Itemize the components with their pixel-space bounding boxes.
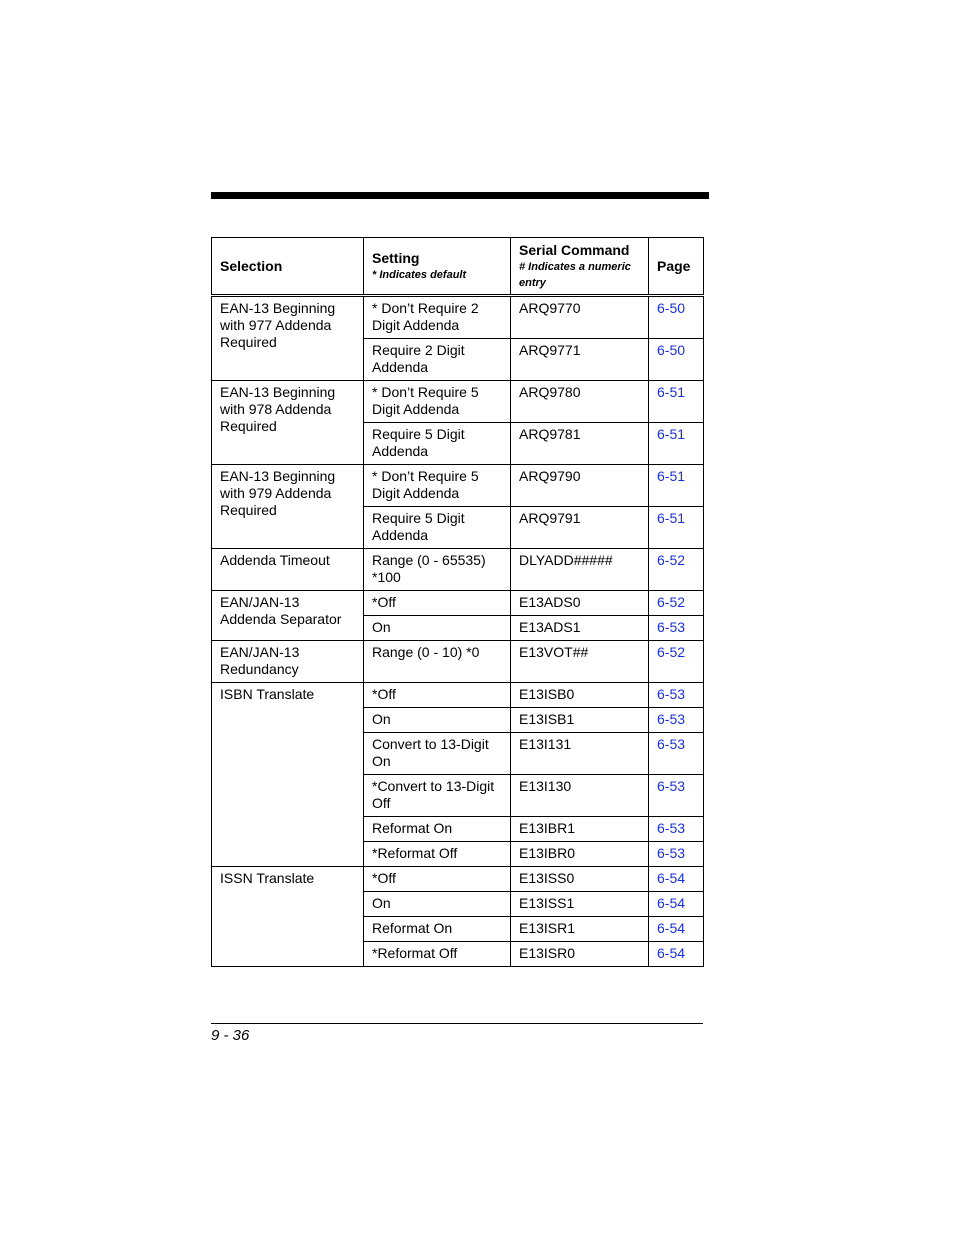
page-cell [649,465,704,507]
page-cell [649,423,704,465]
serial-command-table [211,237,704,967]
serial-command-cell: E13I131 [511,733,649,775]
page-cell [649,591,704,616]
serial-command-cell: E13ISS1 [511,892,649,917]
serial-command-cell: ARQ9790 [511,465,649,507]
setting-cell: On [364,616,511,641]
page-cell [649,616,704,641]
setting-cell: *Off [364,867,511,892]
setting-cell: *Convert to 13-Digit Off [364,775,511,817]
setting-cell: Reformat On [364,917,511,942]
page-link[interactable]: 6-54 [657,920,686,936]
serial-command-cell: E13ISS0 [511,867,649,892]
header-setting [364,238,511,296]
serial-command-cell: E13ISB0 [511,683,649,708]
page-link[interactable]: 6-50 [657,300,686,316]
page-link[interactable]: 6-51 [657,384,686,400]
page-cell [649,775,704,817]
table-row [212,683,704,708]
serial-command-cell: ARQ9781 [511,423,649,465]
table-body [212,296,704,967]
page-cell [649,641,704,683]
page-link[interactable]: 6-50 [657,342,686,358]
serial-command-cell: E13ISR1 [511,917,649,942]
serial-command-cell: ARQ9771 [511,339,649,381]
page-cell [649,842,704,867]
page-link[interactable]: 6-52 [657,594,686,610]
selection-cell: Addenda Timeout [212,549,364,591]
table-row [212,641,704,683]
page-link[interactable]: 6-54 [657,945,686,961]
page-cell [649,549,704,591]
setting-cell: Reformat On [364,817,511,842]
page-cell [649,708,704,733]
selection-cell: ISSN Translate [212,867,364,967]
page-link[interactable]: 6-51 [657,510,686,526]
page-cell [649,892,704,917]
serial-command-cell: E13IBR0 [511,842,649,867]
page-link[interactable]: 6-53 [657,778,686,794]
page-link[interactable]: 6-53 [657,619,686,635]
header-serial-command [511,238,649,296]
setting-cell: * Don’t Require 2 Digit Addenda [364,296,511,339]
page-cell [649,683,704,708]
page-link[interactable]: 6-51 [657,468,686,484]
setting-cell: Range (0 - 65535) *100 [364,549,511,591]
selection-cell: EAN/JAN-13 Addenda Separator [212,591,364,641]
setting-cell: *Off [364,591,511,616]
setting-cell: On [364,708,511,733]
page-link[interactable]: 6-51 [657,426,686,442]
page-cell [649,733,704,775]
serial-command-cell: ARQ9780 [511,381,649,423]
header-serial-note: # Indicates a numeric entry [519,260,631,289]
table-row [212,296,704,339]
page-link[interactable]: 6-53 [657,711,686,727]
selection-cell: EAN-13 Beginning with 978 Addenda Required [212,381,364,465]
page-cell [649,339,704,381]
header-setting-note: * Indicates default [372,268,467,281]
top-rule [211,192,709,199]
serial-command-cell: E13ISB1 [511,708,649,733]
setting-cell: Require 5 Digit Addenda [364,507,511,549]
footer-rule [211,1023,703,1024]
page-cell [649,942,704,967]
serial-command-cell: E13ADS0 [511,591,649,616]
page-link[interactable]: 6-52 [657,552,686,568]
page-link[interactable]: 6-53 [657,736,686,752]
page-link[interactable]: 6-52 [657,644,686,660]
selection-cell: EAN/JAN-13 Redundancy [212,641,364,683]
setting-cell: *Off [364,683,511,708]
setting-cell: On [364,892,511,917]
setting-cell: Convert to 13-Digit On [364,733,511,775]
page-link[interactable]: 6-53 [657,820,686,836]
selection-cell: EAN-13 Beginning with 977 Addenda Required [212,296,364,381]
serial-command-cell: ARQ9770 [511,296,649,339]
page-cell [649,817,704,842]
table-row [212,549,704,591]
table-row [212,465,704,507]
serial-command-cell: E13ADS1 [511,616,649,641]
header-setting-label: Setting [372,249,420,266]
page-number: 9 - 36 [211,1027,250,1044]
page-link[interactable]: 6-54 [657,895,686,911]
page-link[interactable]: 6-54 [657,870,686,886]
page-cell [649,867,704,892]
header-serial-label: Serial Command [519,241,630,258]
page-cell [649,917,704,942]
header-selection: Selection [212,238,364,296]
serial-command-cell: E13VOT## [511,641,649,683]
page-cell [649,507,704,549]
page-cell [649,381,704,423]
page-cell [649,296,704,339]
header-page: Page [649,238,704,296]
table-row [212,381,704,423]
setting-cell: *Reformat Off [364,842,511,867]
serial-command-cell: E13I130 [511,775,649,817]
setting-cell: Require 5 Digit Addenda [364,423,511,465]
page-link[interactable]: 6-53 [657,845,686,861]
table-row [212,867,704,892]
setting-cell: *Reformat Off [364,942,511,967]
page-link[interactable]: 6-53 [657,686,686,702]
setting-cell: Require 2 Digit Addenda [364,339,511,381]
serial-command-cell: ARQ9791 [511,507,649,549]
setting-cell: * Don’t Require 5 Digit Addenda [364,465,511,507]
serial-command-cell: DLYADD##### [511,549,649,591]
setting-cell: * Don’t Require 5 Digit Addenda [364,381,511,423]
setting-cell: Range (0 - 10) *0 [364,641,511,683]
table-header-row [212,238,704,296]
selection-cell: EAN-13 Beginning with 979 Addenda Required [212,465,364,549]
serial-command-cell: E13IBR1 [511,817,649,842]
serial-command-cell: E13ISR0 [511,942,649,967]
table-row [212,591,704,616]
selection-cell: ISBN Translate [212,683,364,867]
